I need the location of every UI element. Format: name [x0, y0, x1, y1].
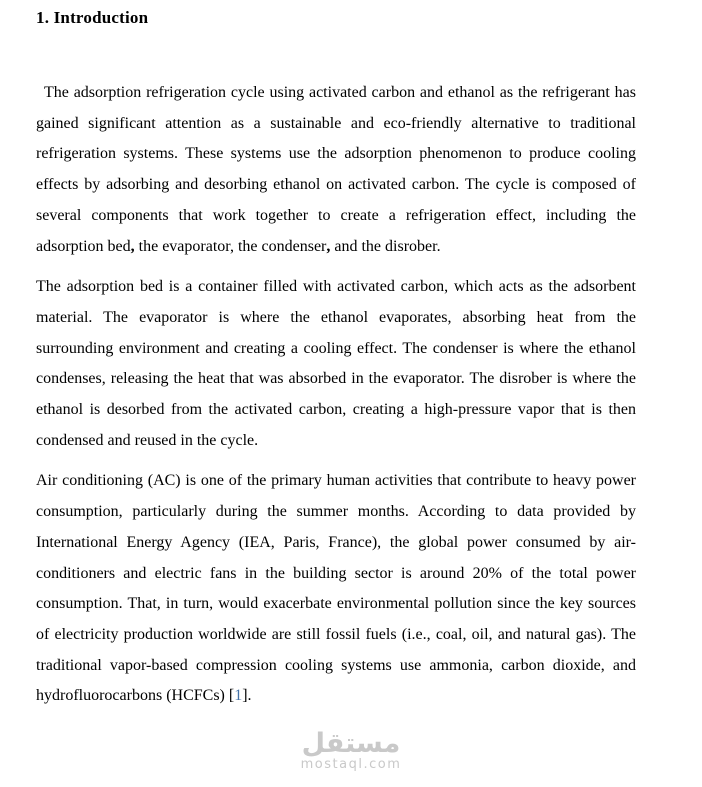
mostaql-logo: مستقل — [301, 728, 401, 759]
text-run: the evaporator, the condenser — [134, 237, 327, 255]
text-run: , — [326, 237, 331, 255]
section-heading: 1. Introduction — [36, 8, 149, 27]
text-run: The adsorption refrigeration cycle using activated carbon and ethanol as the refrigerant has gained significant attention as a sustainable and eco-friendly alternative to traditional refrigeration systems. These systems use the adsorption phenomenon to produce cooling effects by adsorbing and desorbing ethanol on activated carbon. The cycle is composed of several components that work together to create a refrigeration effect, including the adsorption bed — [36, 84, 636, 255]
text-run: Air conditioning (AC) is one of the primary human activities that contribute to heavy power consumption, particularly during the summer months. According to data provided by International Energy Agency (IEA, Paris, France), the global power consumed by air-conditioners and electric fans in the building sector is around 20% of the total power consumption. That, in turn, would exacerbate environmental pollution since the key sources of electricity production worldwide are still fossil fuels (i.e., coal, oil, and natural gas). The traditional vapor-based compression cooling systems use ammonia, carbon dioxide, and hydrofluorocarbons (HCFCs) [ — [36, 472, 636, 705]
watermark-site-text: mostaql.com — [300, 757, 402, 772]
paragraph-adsorption-cycle — [36, 78, 636, 262]
text-run: The adsorption bed is a container filled with activated carbon, which acts as the adsorbent material. The evaporator is where the ethanol evaporates, absorbing heat from the surrounding environment and creating a cooling effect. The condenser is where the ethanol condenses, releasing the heat that was absorbed in the evaporator. The disrober is where the ethanol is desorbed from the activated carbon, creating a high-pressure vapor that is then condensed and reused in the cycle. — [36, 278, 636, 449]
document-body — [36, 8, 636, 722]
paragraph-air-conditioning — [36, 466, 636, 712]
text-run: and the disrober. — [330, 237, 441, 255]
text-run: , — [130, 237, 135, 255]
paragraph-components — [36, 272, 636, 456]
text-run: ]. — [242, 687, 252, 705]
watermark — [300, 728, 402, 772]
citation-ref-link[interactable]: 1 — [234, 687, 243, 705]
